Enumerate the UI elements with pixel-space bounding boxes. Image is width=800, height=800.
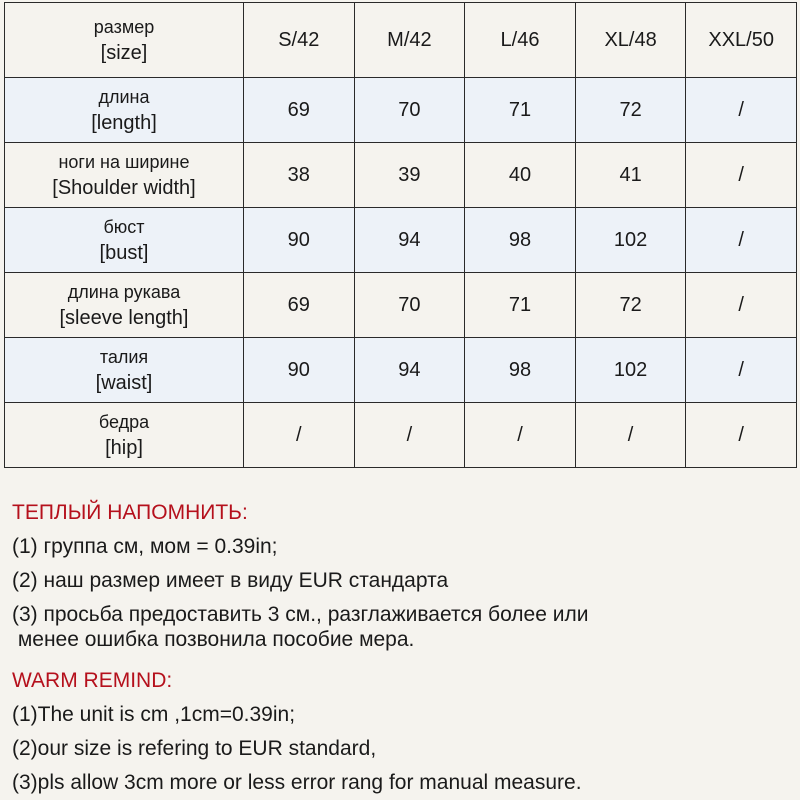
size-header-cell: XL/48 [575,3,686,78]
notes-ru-title: ТЕПЛЫЙ НАПОМНИТЬ: [12,501,248,524]
measurement-row [5,143,797,208]
measurement-value-cell: / [465,403,576,468]
measurement-label-ru: длина [98,87,150,107]
measurement-label-en: [sleeve length] [59,307,189,329]
measurement-label-en: [waist] [95,372,153,394]
measurement-value-cell: / [686,338,797,403]
measurement-label-ru: талия [99,347,149,367]
measurement-value-cell: 94 [354,208,465,273]
measurement-value-cell: / [686,78,797,143]
warm-remind-ru [12,496,588,652]
measurement-value-cell: 69 [244,273,355,338]
notes-en-line: (1)The unit is cm ,1cm=0.39in; [12,703,296,726]
measurement-value-cell: 38 [244,143,355,208]
measurement-value-cell: 71 [465,273,576,338]
size-header-cell: S/42 [244,3,355,78]
measurement-label-cell [5,143,244,208]
notes-ru-line: (2) наш размер имеет в виду EUR стандарта [12,569,449,592]
notes-en-line: (2)our size is refering to EUR standard, [12,737,377,760]
header-label-ru: размер [93,17,155,37]
measurement-value-cell: 41 [575,143,686,208]
measurement-label-en: [bust] [99,242,149,264]
measurement-value-cell: 69 [244,78,355,143]
notes-ru-line: (1) группа см, мом = 0.39in; [12,535,278,558]
measurement-value-cell: / [244,403,355,468]
measurement-value-cell: 90 [244,338,355,403]
measurement-value-cell: 98 [465,208,576,273]
measurement-label-en: [hip] [105,437,143,459]
measurement-row [5,338,797,403]
measurement-value-cell: 39 [354,143,465,208]
measurement-value-cell: / [575,403,686,468]
measurement-label-cell [5,78,244,143]
measurement-value-cell: 72 [575,273,686,338]
notes-en-title: WARM REMIND: [12,669,173,692]
measurement-row [5,208,797,273]
measurement-value-cell: 70 [354,273,465,338]
header-row [5,3,797,78]
measurement-value-cell: 98 [465,338,576,403]
warm-remind-en [12,664,582,800]
header-label-cell [5,3,244,78]
measurement-row [5,403,797,468]
measurement-value-cell: 94 [354,338,465,403]
measurement-label-en: [length] [91,112,157,134]
measurement-value-cell: 40 [465,143,576,208]
measurement-value-cell: 72 [575,78,686,143]
measurement-value-cell: / [686,273,797,338]
measurement-value-cell: / [354,403,465,468]
measurement-label-ru: бюст [103,217,145,237]
measurement-row [5,273,797,338]
notes-ru-line: (3) просьба предоставить 3 см., разглаживается более или [12,603,589,626]
size-header-cell: XXL/50 [686,3,797,78]
size-header-cell: L/46 [465,3,576,78]
measurement-label-cell [5,403,244,468]
measurement-value-cell: 90 [244,208,355,273]
measurement-value-cell: / [686,208,797,273]
size-header-cell: M/42 [354,3,465,78]
measurement-label-ru: длина рукава [67,282,181,302]
measurement-value-cell: / [686,143,797,208]
measurement-label-en: [Shoulder width] [52,177,196,199]
size-chart-table [4,2,797,468]
measurement-row [5,78,797,143]
measurement-value-cell: 71 [465,78,576,143]
measurement-label-cell [5,273,244,338]
measurement-label-cell [5,338,244,403]
measurement-label-ru: ноги на ширине [58,152,190,172]
notes-ru-line: менее ошибка позвонила пособие мера. [12,628,415,651]
measurement-value-cell: 102 [575,208,686,273]
measurement-value-cell: 70 [354,78,465,143]
measurement-value-cell: / [686,403,797,468]
measurement-label-cell [5,208,244,273]
measurement-label-ru: бедра [98,412,150,432]
measurement-value-cell: 102 [575,338,686,403]
header-label-en: [size] [100,42,148,64]
notes-en-line: (3)pls allow 3cm more or less error rang for manual measure. [12,771,582,794]
